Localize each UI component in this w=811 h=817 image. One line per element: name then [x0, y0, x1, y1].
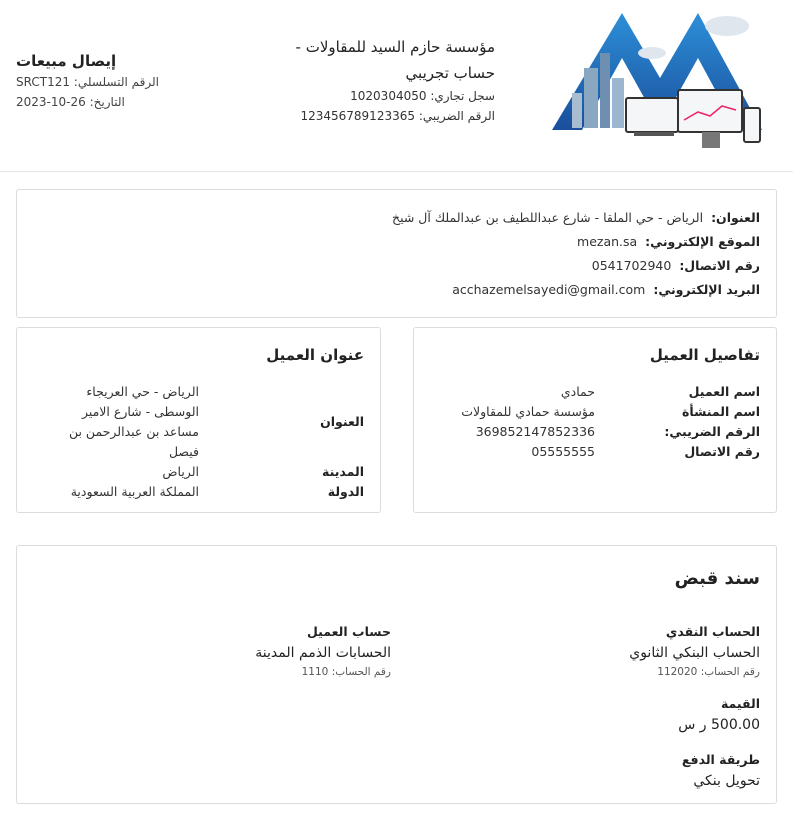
customer-address-title: عنوان العميل [266, 346, 364, 364]
customer-name-row: اسم العميل حمادي [560, 384, 760, 399]
phone-row: رقم الاتصال:0541702940 [591, 258, 760, 273]
website-row: الموقع الإلكتروني:mezan.sa [577, 234, 760, 249]
company-tax-number: الرقم الضريبي: 123456789123365 [300, 109, 495, 123]
customer-org-row: اسم المنشأة مؤسسة حمادي للمقاولات [461, 404, 760, 419]
receipt-right-column [460, 622, 760, 792]
customer-account-number: رقم الحساب: 1110 [301, 666, 391, 678]
receipt-title: سند قبض [674, 568, 760, 589]
company-name-sub: حساب تجريبي [405, 64, 495, 82]
document-date: التاريخ: 26-10-2023 [16, 95, 125, 109]
amount-value: 500.00 ر س [678, 717, 760, 733]
company-logo [552, 8, 767, 154]
customer-details-title: تفاصيل العميل [649, 346, 760, 364]
customer-tax-row: الرقم الضريبي: 369852147852336 [475, 424, 760, 439]
cash-account-label: الحساب النقدي [665, 624, 760, 639]
receipt-box [16, 545, 777, 804]
email-link[interactable]: acchazemelsayedi@gmail.com [452, 282, 646, 297]
document-meta [16, 50, 166, 112]
document-title: إيصال مبيعات [16, 52, 117, 70]
address-row: العنوان:الرياض - حي الملقا - شارع عبداللطيف بن عبدالملك آل شيخ [392, 210, 760, 225]
website-link[interactable]: mezan.sa [577, 234, 638, 249]
customer-account-value: الحسابات الذمم المدينة [255, 645, 391, 661]
company-name: مؤسسة حازم السيد للمقاولات - [295, 38, 495, 56]
customer-account-label: حساب العميل [306, 624, 391, 639]
payment-method-label: طريقة الدفع [681, 752, 760, 767]
document-header [0, 0, 793, 172]
customer-details-box [413, 327, 777, 513]
cash-account-value: الحساب البنكي الثانوي [629, 645, 760, 661]
serial-number: الرقم التسلسلي: SRCT121 [16, 75, 159, 89]
amount-label: القيمة [720, 696, 760, 711]
company-address-box [16, 189, 777, 318]
receipt-left-column [91, 622, 391, 680]
customer-city-row: المدينة الرياض [162, 464, 364, 479]
customer-address-box [16, 327, 381, 513]
commercial-register: سجل تجاري: 1020304050 [350, 89, 495, 103]
customer-address-row: العنوان الرياض - حي العريجاء الوسطى - شارع الامير مساعد بن عبدالرحمن بن فيصل [68, 384, 364, 459]
payment-method-value: تحويل بنكي [693, 773, 760, 789]
cash-account-number: رقم الحساب: 112020 [657, 666, 760, 678]
customer-country-row: الدولة المملكة العربية السعودية [70, 484, 364, 499]
email-row: البريد الإلكتروني:acchazemelsayedi@gmail.com [452, 282, 760, 297]
customer-phone-row: رقم الاتصال 05555555 [531, 444, 760, 459]
company-info [235, 34, 495, 126]
